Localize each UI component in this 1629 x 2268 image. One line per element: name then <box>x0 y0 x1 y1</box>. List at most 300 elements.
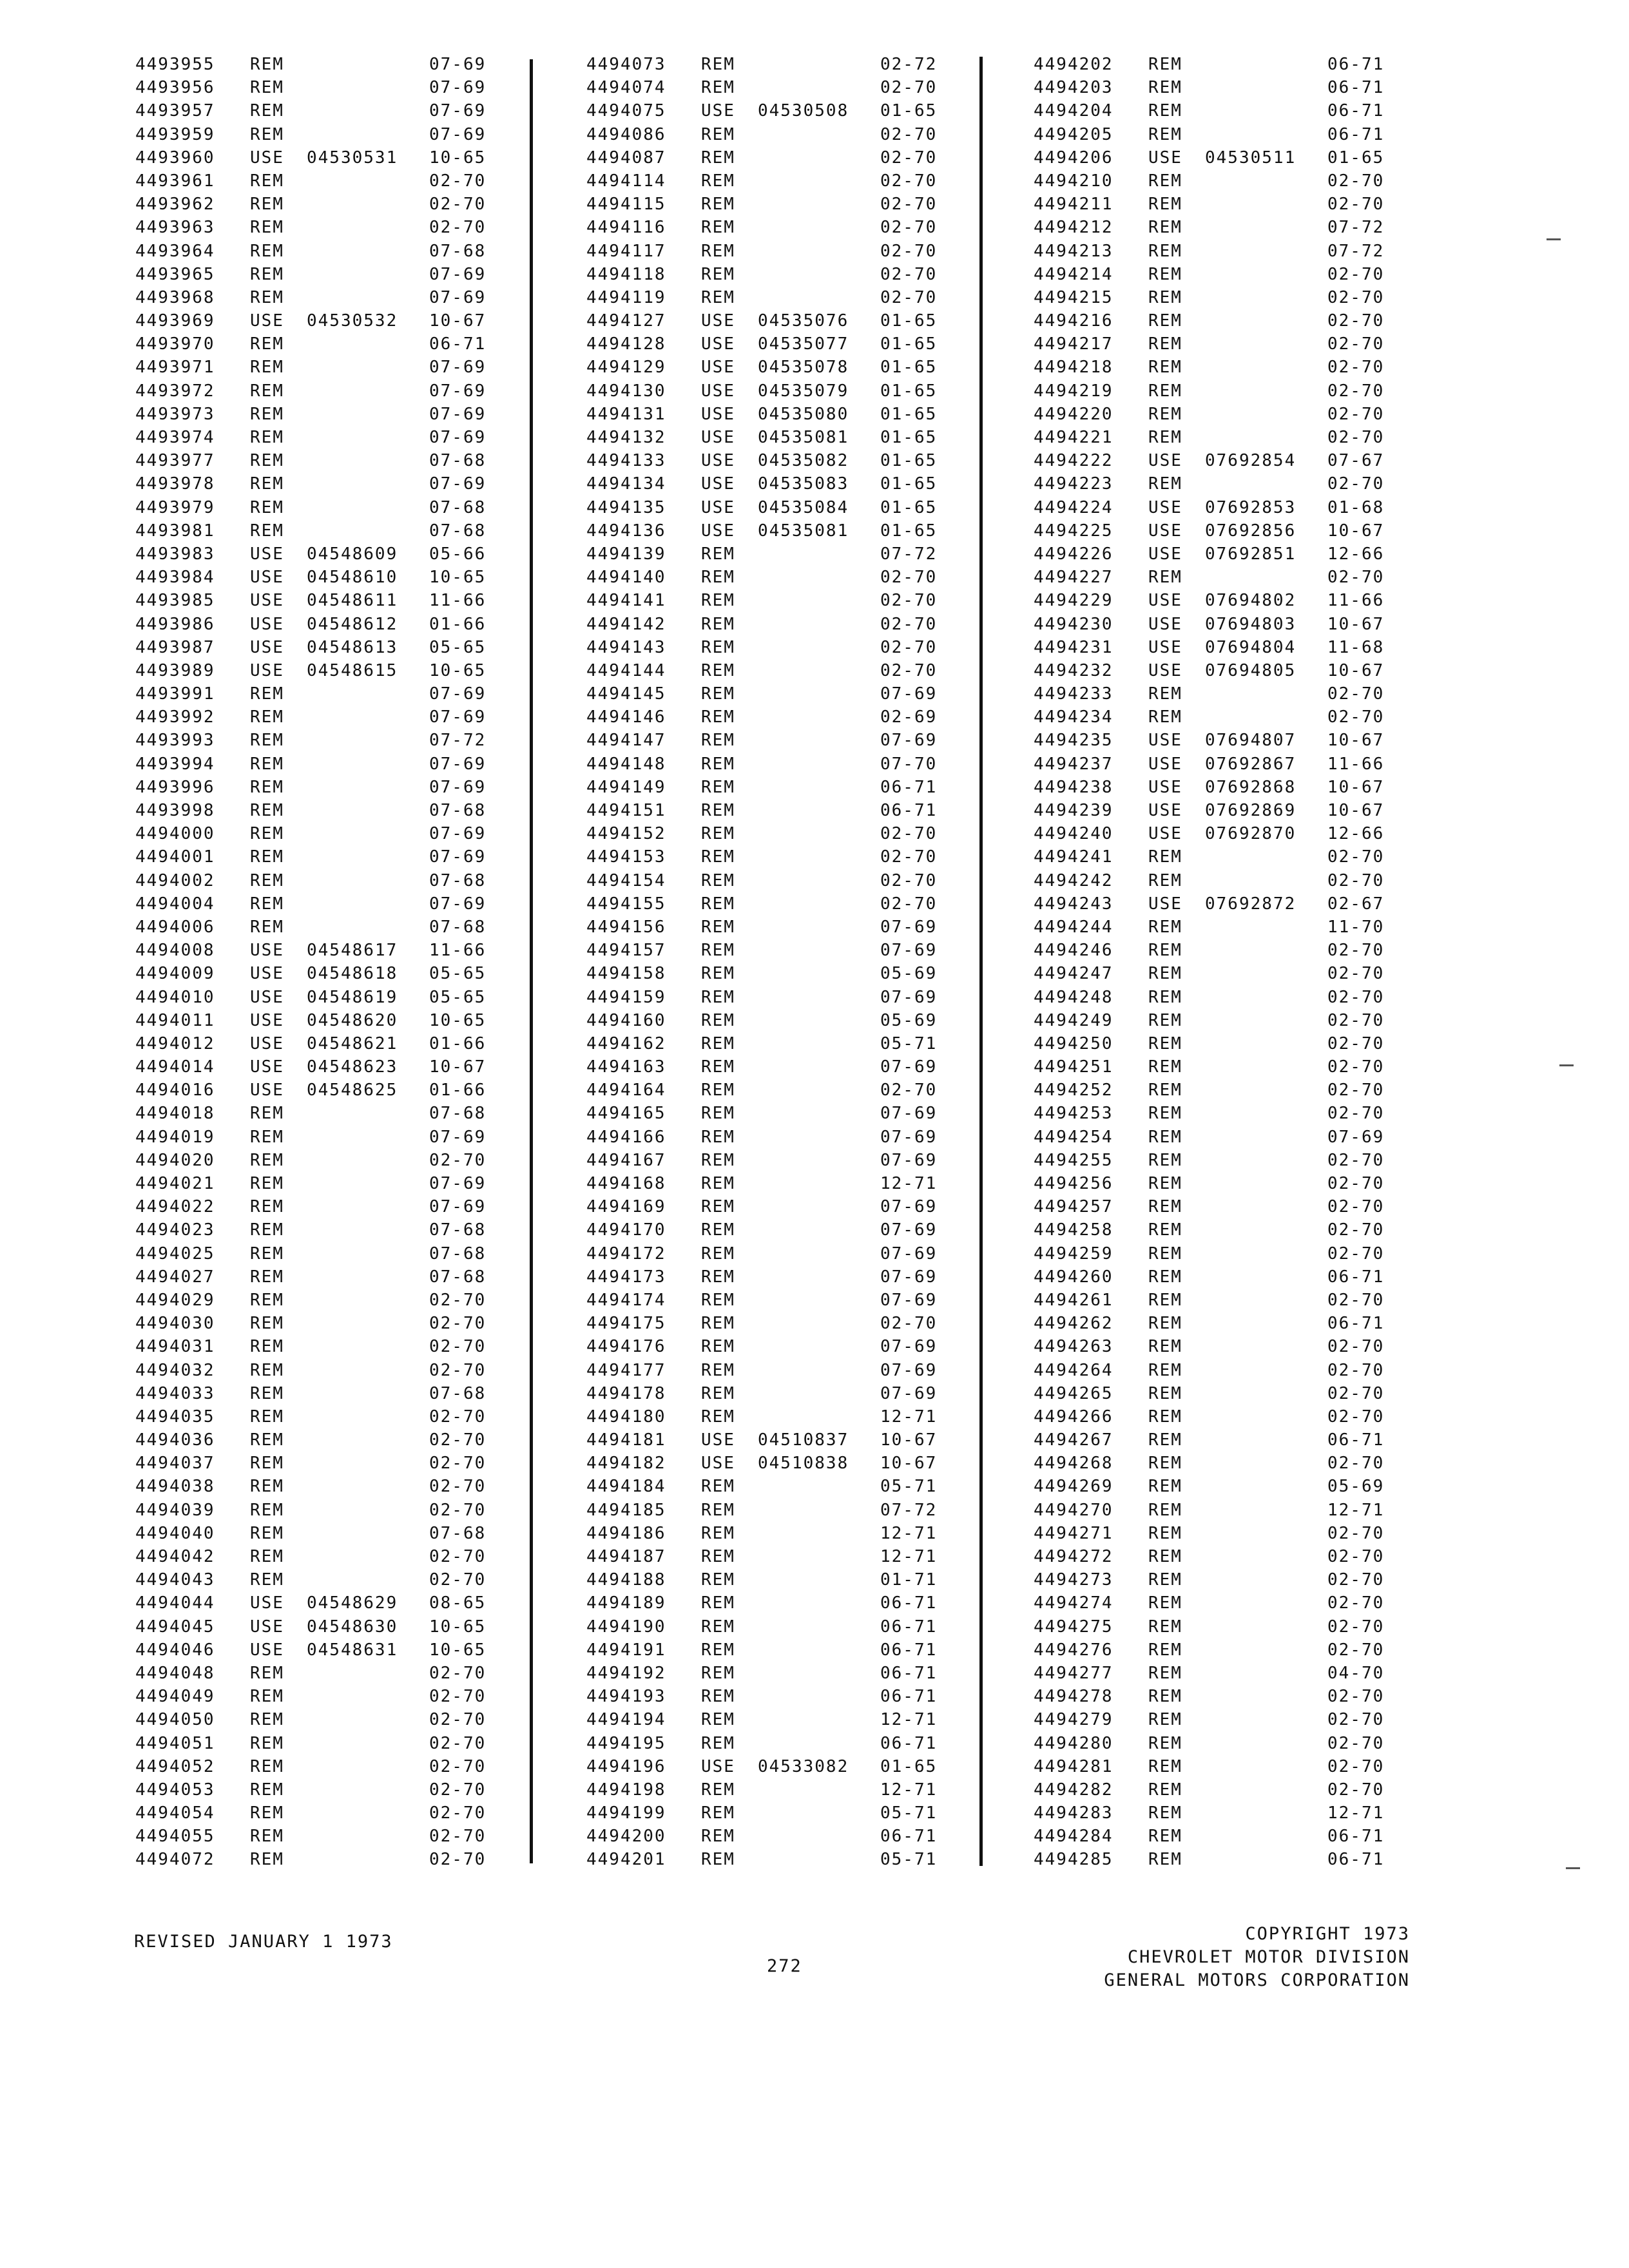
status: REM <box>1148 1407 1182 1427</box>
part-number: 4494188 <box>586 1570 666 1590</box>
table-row <box>586 1755 951 1778</box>
table-row <box>1034 1242 1398 1265</box>
status: USE <box>1148 660 1182 680</box>
status: REM <box>701 847 735 867</box>
table-row <box>1034 169 1398 193</box>
table-row <box>1034 403 1398 426</box>
part-number: 4494022 <box>135 1197 215 1217</box>
table-row <box>586 1499 951 1522</box>
table-row <box>135 309 500 332</box>
table-row <box>1034 286 1398 309</box>
table-row <box>135 636 500 659</box>
table-row <box>135 1126 500 1149</box>
part-number: 4494153 <box>586 847 666 867</box>
table-row <box>135 76 500 99</box>
table-row <box>1034 822 1398 845</box>
status: REM <box>250 358 284 378</box>
part-number: 4493963 <box>135 218 215 238</box>
date: 06-71 <box>880 1663 938 1683</box>
part-number: 4494144 <box>586 660 666 680</box>
table-row <box>586 1545 951 1568</box>
part-number: 4494136 <box>586 521 666 541</box>
status: USE <box>1148 148 1182 168</box>
part-number: 4494257 <box>1034 1197 1113 1217</box>
part-number: 4494248 <box>1034 987 1113 1007</box>
date: 07-69 <box>880 941 938 961</box>
status: REM <box>250 1104 284 1124</box>
table-row <box>586 659 951 682</box>
part-number: 4494170 <box>586 1220 666 1240</box>
date: 06-71 <box>880 1640 938 1660</box>
status: REM <box>250 1780 284 1800</box>
date: 06-71 <box>1327 78 1385 98</box>
status: REM <box>701 1640 735 1660</box>
table-row <box>135 1662 500 1685</box>
table-row <box>1034 1591 1398 1615</box>
table-row <box>135 962 500 985</box>
date: 02-70 <box>1327 1010 1385 1030</box>
status: USE <box>1148 777 1182 797</box>
table-row <box>586 939 951 962</box>
date: 02-70 <box>880 568 938 588</box>
replacement-part: 04535083 <box>758 474 849 494</box>
part-number: 4494244 <box>1034 917 1113 937</box>
part-number: 4494151 <box>586 801 666 820</box>
table-row <box>586 1172 951 1195</box>
status: USE <box>1148 731 1182 751</box>
part-number: 4494049 <box>135 1687 215 1707</box>
date: 02-70 <box>429 1430 487 1450</box>
date: 02-70 <box>880 1314 938 1334</box>
date: 02-70 <box>1327 1150 1385 1170</box>
date: 02-70 <box>429 171 487 191</box>
replacement-part: 04548610 <box>307 568 398 588</box>
date: 02-70 <box>1327 1407 1385 1427</box>
date: 07-69 <box>429 824 487 844</box>
date: 10-67 <box>1327 660 1385 680</box>
table-row <box>1034 753 1398 776</box>
date: 01-66 <box>429 1081 487 1100</box>
part-number: 4493973 <box>135 404 215 424</box>
table-row <box>135 472 500 495</box>
date: 08-65 <box>429 1593 487 1613</box>
part-number: 4494035 <box>135 1407 215 1427</box>
table-row <box>135 1265 500 1289</box>
status: REM <box>701 1174 735 1193</box>
date: 01-65 <box>880 1756 938 1776</box>
part-number: 4494211 <box>1034 195 1113 215</box>
status: USE <box>701 474 735 494</box>
table-row <box>1034 1708 1398 1731</box>
date: 02-70 <box>429 1710 487 1730</box>
date: 07-69 <box>429 1174 487 1193</box>
status: REM <box>250 1197 284 1217</box>
status: REM <box>701 1244 735 1264</box>
table-row <box>586 99 951 122</box>
part-number: 4494212 <box>1034 218 1113 238</box>
part-number: 4494226 <box>1034 544 1113 564</box>
date: 10-67 <box>1327 731 1385 751</box>
date: 02-70 <box>1327 1081 1385 1100</box>
date: 02-70 <box>1327 334 1385 354</box>
status: REM <box>701 637 735 657</box>
status: REM <box>701 1383 735 1403</box>
table-row <box>135 986 500 1009</box>
table-row <box>1034 1172 1398 1195</box>
table-row <box>1034 986 1398 1009</box>
part-number: 4494162 <box>586 1033 666 1053</box>
part-number: 4494010 <box>135 987 215 1007</box>
table-row <box>135 1708 500 1731</box>
status: REM <box>1148 1687 1182 1707</box>
table-row <box>1034 1102 1398 1125</box>
table-row <box>586 613 951 636</box>
date: 02-70 <box>429 218 487 238</box>
part-number: 4494247 <box>1034 964 1113 984</box>
table-row <box>586 753 951 776</box>
date: 06-71 <box>880 1687 938 1707</box>
status: REM <box>701 124 735 144</box>
status: USE <box>250 1010 284 1030</box>
part-number: 4494219 <box>1034 381 1113 401</box>
table-row <box>1034 1755 1398 1778</box>
table-row <box>1034 332 1398 356</box>
replacement-part: 04548623 <box>307 1057 398 1077</box>
part-number: 4494214 <box>1034 264 1113 284</box>
part-number: 4493959 <box>135 124 215 144</box>
part-number: 4494038 <box>135 1477 215 1497</box>
table-row <box>135 543 500 566</box>
part-number: 4493960 <box>135 148 215 168</box>
part-number: 4494134 <box>586 474 666 494</box>
table-row <box>1034 1475 1398 1498</box>
table-row <box>135 496 500 519</box>
date: 11-70 <box>1327 917 1385 937</box>
part-number: 4494269 <box>1034 1477 1113 1497</box>
date: 01-66 <box>429 1033 487 1053</box>
status: REM <box>1148 847 1182 867</box>
date: 07-68 <box>429 870 487 890</box>
status: REM <box>1148 264 1182 284</box>
part-number: 4494045 <box>135 1617 215 1637</box>
table-row <box>135 1499 500 1522</box>
status: REM <box>1148 1523 1182 1543</box>
part-number: 4494225 <box>1034 521 1113 541</box>
table-row <box>135 892 500 916</box>
date: 02-70 <box>429 1850 487 1870</box>
status: REM <box>1148 1547 1182 1566</box>
date: 02-70 <box>429 1290 487 1310</box>
part-number: 4494075 <box>586 101 666 121</box>
status: REM <box>701 287 735 307</box>
table-row <box>586 1149 951 1172</box>
part-number: 4494043 <box>135 1570 215 1590</box>
status: REM <box>701 870 735 890</box>
part-number: 4494262 <box>1034 1314 1113 1334</box>
status: REM <box>250 1850 284 1870</box>
table-row <box>1034 519 1398 543</box>
part-number: 4494204 <box>1034 101 1113 121</box>
status: REM <box>1148 917 1182 937</box>
status: REM <box>701 1523 735 1543</box>
part-number: 4494004 <box>135 894 215 914</box>
status: USE <box>250 591 284 611</box>
date: 06-71 <box>880 777 938 797</box>
status: REM <box>701 941 735 961</box>
table-row <box>135 939 500 962</box>
part-number: 4494074 <box>586 78 666 98</box>
status: REM <box>1148 1383 1182 1403</box>
replacement-part: 04535082 <box>758 451 849 471</box>
status: REM <box>701 55 735 74</box>
date: 02-70 <box>429 1570 487 1590</box>
part-number: 4494199 <box>586 1803 666 1823</box>
status: REM <box>250 917 284 937</box>
table-row <box>135 356 500 379</box>
part-number: 4494118 <box>586 264 666 284</box>
status: REM <box>1148 428 1182 447</box>
status: REM <box>1148 568 1182 588</box>
part-number: 4493964 <box>135 241 215 261</box>
date: 07-69 <box>429 404 487 424</box>
status: REM <box>250 801 284 820</box>
table-row <box>586 1568 951 1591</box>
table-row <box>586 472 951 495</box>
status: USE <box>701 428 735 447</box>
table-row <box>586 1218 951 1242</box>
status: USE <box>250 987 284 1007</box>
replacement-part: 04535080 <box>758 404 849 424</box>
date: 02-70 <box>429 1547 487 1566</box>
status: REM <box>701 1500 735 1520</box>
part-number: 4494128 <box>586 334 666 354</box>
date: 02-70 <box>429 1407 487 1427</box>
status: REM <box>701 1477 735 1497</box>
table-row <box>586 123 951 146</box>
table-row <box>1034 263 1398 286</box>
status: REM <box>1148 1593 1182 1613</box>
replacement-part: 07692872 <box>1205 894 1296 914</box>
status: REM <box>701 707 735 727</box>
replacement-part: 04548620 <box>307 1010 398 1030</box>
part-number: 4494055 <box>135 1827 215 1847</box>
part-number: 4494023 <box>135 1220 215 1240</box>
date: 12-71 <box>1327 1500 1385 1520</box>
date: 02-70 <box>1327 1640 1385 1660</box>
date: 07-69 <box>429 264 487 284</box>
table-row <box>135 99 500 122</box>
part-number: 4494181 <box>586 1430 666 1450</box>
date: 02-70 <box>1327 1220 1385 1240</box>
date: 07-69 <box>880 987 938 1007</box>
date: 07-69 <box>880 1127 938 1147</box>
table-row <box>586 1405 951 1428</box>
status: REM <box>701 1267 735 1287</box>
date: 06-71 <box>880 801 938 820</box>
date: 02-70 <box>1327 311 1385 331</box>
status: REM <box>250 1220 284 1240</box>
table-row <box>1034 1639 1398 1662</box>
part-number: 4493965 <box>135 264 215 284</box>
table-row <box>586 729 951 752</box>
status: REM <box>1148 241 1182 261</box>
status: REM <box>701 1360 735 1380</box>
table-row <box>1034 76 1398 99</box>
part-number: 4493989 <box>135 660 215 680</box>
date: 01-65 <box>880 497 938 517</box>
status: REM <box>1148 1850 1182 1870</box>
part-number: 4493984 <box>135 568 215 588</box>
part-number: 4494191 <box>586 1640 666 1660</box>
date: 12-66 <box>1327 824 1385 844</box>
table-row <box>135 1289 500 1312</box>
date: 05-71 <box>880 1033 938 1053</box>
replacement-part: 04548618 <box>307 964 398 984</box>
date: 10-67 <box>429 1057 487 1077</box>
table-row <box>586 332 951 356</box>
status: REM <box>701 544 735 564</box>
replacement-part: 04535079 <box>758 381 849 401</box>
status: REM <box>1148 1314 1182 1334</box>
table-row <box>135 1802 500 1825</box>
part-number: 4494282 <box>1034 1780 1113 1800</box>
replacement-part: 04548619 <box>307 987 398 1007</box>
table-row <box>135 706 500 729</box>
status: REM <box>1148 1500 1182 1520</box>
table-row <box>586 263 951 286</box>
part-number: 4494116 <box>586 218 666 238</box>
part-number: 4494157 <box>586 941 666 961</box>
status: USE <box>701 1756 735 1776</box>
date: 02-70 <box>1327 287 1385 307</box>
table-row <box>586 589 951 612</box>
date: 12-71 <box>880 1407 938 1427</box>
part-number: 4494037 <box>135 1454 215 1474</box>
status: REM <box>1148 218 1182 238</box>
date: 02-70 <box>880 148 938 168</box>
date: 02-70 <box>429 1314 487 1334</box>
date: 02-70 <box>1327 474 1385 494</box>
status: USE <box>250 544 284 564</box>
table-row <box>586 1778 951 1802</box>
part-number: 4493972 <box>135 381 215 401</box>
part-number: 4494187 <box>586 1547 666 1566</box>
date: 10-67 <box>880 1454 938 1474</box>
table-row <box>1034 566 1398 589</box>
status: REM <box>1148 1803 1182 1823</box>
status: REM <box>1148 1454 1182 1474</box>
table-row <box>135 1428 500 1452</box>
date: 06-71 <box>1327 101 1385 121</box>
status: REM <box>701 777 735 797</box>
replacement-part: 04535084 <box>758 497 849 517</box>
date: 12-71 <box>880 1523 938 1543</box>
part-number: 4494217 <box>1034 334 1113 354</box>
table-row <box>1034 1335 1398 1358</box>
part-number: 4493985 <box>135 591 215 611</box>
part-number: 4494149 <box>586 777 666 797</box>
date: 07-72 <box>1327 241 1385 261</box>
status: USE <box>250 660 284 680</box>
replacement-part: 04530531 <box>307 148 398 168</box>
part-number: 4494167 <box>586 1150 666 1170</box>
date: 07-69 <box>880 1360 938 1380</box>
part-number: 4494152 <box>586 824 666 844</box>
date: 05-71 <box>880 1803 938 1823</box>
date: 07-69 <box>880 1267 938 1287</box>
date: 10-67 <box>1327 521 1385 541</box>
status: REM <box>250 1267 284 1287</box>
date: 07-69 <box>880 1104 938 1124</box>
table-row <box>135 1755 500 1778</box>
status: USE <box>701 451 735 471</box>
date: 01-71 <box>880 1570 938 1590</box>
table-row <box>586 1639 951 1662</box>
part-number: 4494048 <box>135 1663 215 1683</box>
part-number: 4494008 <box>135 941 215 961</box>
table-row <box>1034 776 1398 799</box>
status: REM <box>1148 334 1182 354</box>
replacement-part: 04530532 <box>307 311 398 331</box>
date: 01-68 <box>1327 497 1385 517</box>
part-number: 4494221 <box>1034 428 1113 447</box>
part-number: 4494020 <box>135 1150 215 1170</box>
parts-column-3 <box>1034 53 1398 1883</box>
part-number: 4494260 <box>1034 1267 1113 1287</box>
status: USE <box>1148 614 1182 634</box>
part-number: 4494186 <box>586 1523 666 1543</box>
status: USE <box>1148 591 1182 611</box>
part-number: 4494184 <box>586 1477 666 1497</box>
table-row <box>586 193 951 216</box>
status: REM <box>1148 1617 1182 1637</box>
date: 07-69 <box>880 731 938 751</box>
date: 07-69 <box>880 1057 938 1077</box>
table-row <box>1034 845 1398 869</box>
status: REM <box>1148 987 1182 1007</box>
status: REM <box>250 1337 284 1357</box>
table-row <box>1034 892 1398 916</box>
table-row <box>1034 472 1398 495</box>
date: 11-66 <box>1327 591 1385 611</box>
status: REM <box>701 591 735 611</box>
table-row <box>586 1242 951 1265</box>
status: REM <box>250 1290 284 1310</box>
table-row <box>1034 1312 1398 1335</box>
part-number: 4494148 <box>586 754 666 774</box>
table-row <box>1034 1428 1398 1452</box>
table-row <box>135 1195 500 1218</box>
part-number: 4494012 <box>135 1033 215 1053</box>
part-number: 4494271 <box>1034 1523 1113 1543</box>
date: 02-70 <box>1327 1454 1385 1474</box>
table-row <box>1034 659 1398 682</box>
date: 02-70 <box>880 894 938 914</box>
part-number: 4494235 <box>1034 731 1113 751</box>
date: 07-69 <box>429 358 487 378</box>
status: REM <box>701 1710 735 1730</box>
table-row <box>586 1615 951 1639</box>
part-number: 4494119 <box>586 287 666 307</box>
date: 02-70 <box>880 637 938 657</box>
status: REM <box>250 474 284 494</box>
status: REM <box>250 777 284 797</box>
date: 07-69 <box>429 124 487 144</box>
status: USE <box>1148 637 1182 657</box>
status: REM <box>250 451 284 471</box>
table-row <box>135 822 500 845</box>
date: 07-69 <box>429 287 487 307</box>
